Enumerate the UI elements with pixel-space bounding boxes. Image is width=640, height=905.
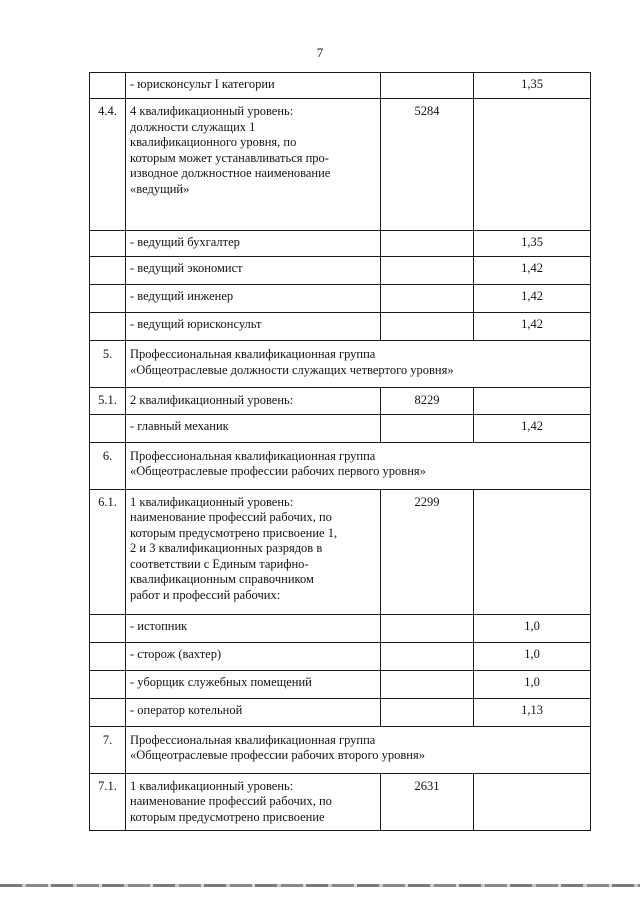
row-number-cell: 7.1. — [90, 773, 126, 831]
coefficient-cell: 1,42 — [474, 285, 591, 313]
code-cell: 8229 — [381, 388, 474, 415]
position-title-cell: - истопник — [126, 614, 381, 642]
code-cell — [381, 642, 474, 670]
table-row — [90, 773, 591, 831]
position-title-cell: 2 квалификационный уровень: — [126, 388, 381, 415]
position-title-cell: - уборщик служебных помещений — [126, 670, 381, 698]
coefficient-cell: 1,13 — [474, 698, 591, 726]
row-number-cell — [90, 231, 126, 257]
row-number-cell: 6.1. — [90, 489, 126, 614]
coefficient-cell: 1,42 — [474, 313, 591, 341]
row-number-cell: 6. — [90, 442, 126, 489]
table-row — [90, 99, 591, 231]
code-cell — [381, 285, 474, 313]
position-title-cell: - сторож (вахтер) — [126, 642, 381, 670]
code-cell — [381, 414, 474, 442]
position-title-cell: - ведущий экономист — [126, 257, 381, 285]
row-number-cell — [90, 414, 126, 442]
table-row — [90, 73, 591, 99]
coefficient-cell: 1,0 — [474, 614, 591, 642]
coefficient-cell: 1,42 — [474, 257, 591, 285]
group-title-cell: Профессиональная квалификационная группа «Общеотраслевые профессии рабочих первого уровня» — [126, 442, 591, 489]
row-number-cell — [90, 285, 126, 313]
code-cell — [381, 73, 474, 99]
table-group-row — [90, 442, 591, 489]
coefficient-cell — [474, 489, 591, 614]
table-row — [90, 642, 591, 670]
coefficient-cell: 1,42 — [474, 414, 591, 442]
row-number-cell — [90, 670, 126, 698]
position-title-cell: - главный механик — [126, 414, 381, 442]
position-title-cell: - юрисконсульт I категории — [126, 73, 381, 99]
scan-edge-line — [0, 884, 640, 887]
table-row — [90, 313, 591, 341]
row-number-cell: 4.4. — [90, 99, 126, 231]
row-number-cell: 5. — [90, 341, 126, 388]
coefficient-cell: 1,35 — [474, 73, 591, 99]
row-number-cell — [90, 257, 126, 285]
row-number-cell — [90, 642, 126, 670]
coefficient-cell: 1,35 — [474, 231, 591, 257]
table-row — [90, 670, 591, 698]
salary-coefficient-table — [89, 72, 591, 831]
position-title-cell: 1 квалификационный уровень: наименование профессий рабочих, по которым предусмотрено присвоение 1, 2 и 3 квалификационных разрядов в соответствии с Единым тарифно- квалификационным справочником работ и профессий рабочих: — [126, 489, 381, 614]
table-row — [90, 614, 591, 642]
position-title-cell: - ведущий инженер — [126, 285, 381, 313]
table-row — [90, 698, 591, 726]
code-cell: 2299 — [381, 489, 474, 614]
table-body — [90, 73, 591, 831]
coefficient-cell: 1,0 — [474, 642, 591, 670]
table-row — [90, 285, 591, 313]
coefficient-cell — [474, 388, 591, 415]
table-row — [90, 414, 591, 442]
code-cell — [381, 231, 474, 257]
position-title-cell: 4 квалификационный уровень: должности служащих 1 квалификационного уровня, по которым может устанавливаться про- изводное должностное наименование «ведущий» — [126, 99, 381, 231]
code-cell — [381, 313, 474, 341]
table-row — [90, 489, 591, 614]
table-row — [90, 388, 591, 415]
position-title-cell: - ведущий юрисконсульт — [126, 313, 381, 341]
code-cell — [381, 614, 474, 642]
group-title-cell: Профессиональная квалификационная группа «Общеотраслевые должности служащих четвертого уровня» — [126, 341, 591, 388]
code-cell — [381, 257, 474, 285]
code-cell — [381, 698, 474, 726]
table-group-row — [90, 341, 591, 388]
coefficient-cell — [474, 99, 591, 231]
position-title-cell: 1 квалификационный уровень: наименование профессий рабочих, по которым предусмотрено присвоение — [126, 773, 381, 831]
row-number-cell — [90, 73, 126, 99]
code-cell — [381, 670, 474, 698]
position-title-cell: - ведущий бухгалтер — [126, 231, 381, 257]
row-number-cell: 5.1. — [90, 388, 126, 415]
row-number-cell — [90, 698, 126, 726]
table-row — [90, 257, 591, 285]
coefficient-cell: 1,0 — [474, 670, 591, 698]
page-number: 7 — [316, 45, 324, 60]
table-group-row — [90, 726, 591, 773]
code-cell: 2631 — [381, 773, 474, 831]
row-number-cell — [90, 313, 126, 341]
group-title-cell: Профессиональная квалификационная группа «Общеотраслевые профессии рабочих второго уровня» — [126, 726, 591, 773]
coefficient-cell — [474, 773, 591, 831]
position-title-cell: - оператор котельной — [126, 698, 381, 726]
table-row — [90, 231, 591, 257]
row-number-cell: 7. — [90, 726, 126, 773]
row-number-cell — [90, 614, 126, 642]
code-cell: 5284 — [381, 99, 474, 231]
